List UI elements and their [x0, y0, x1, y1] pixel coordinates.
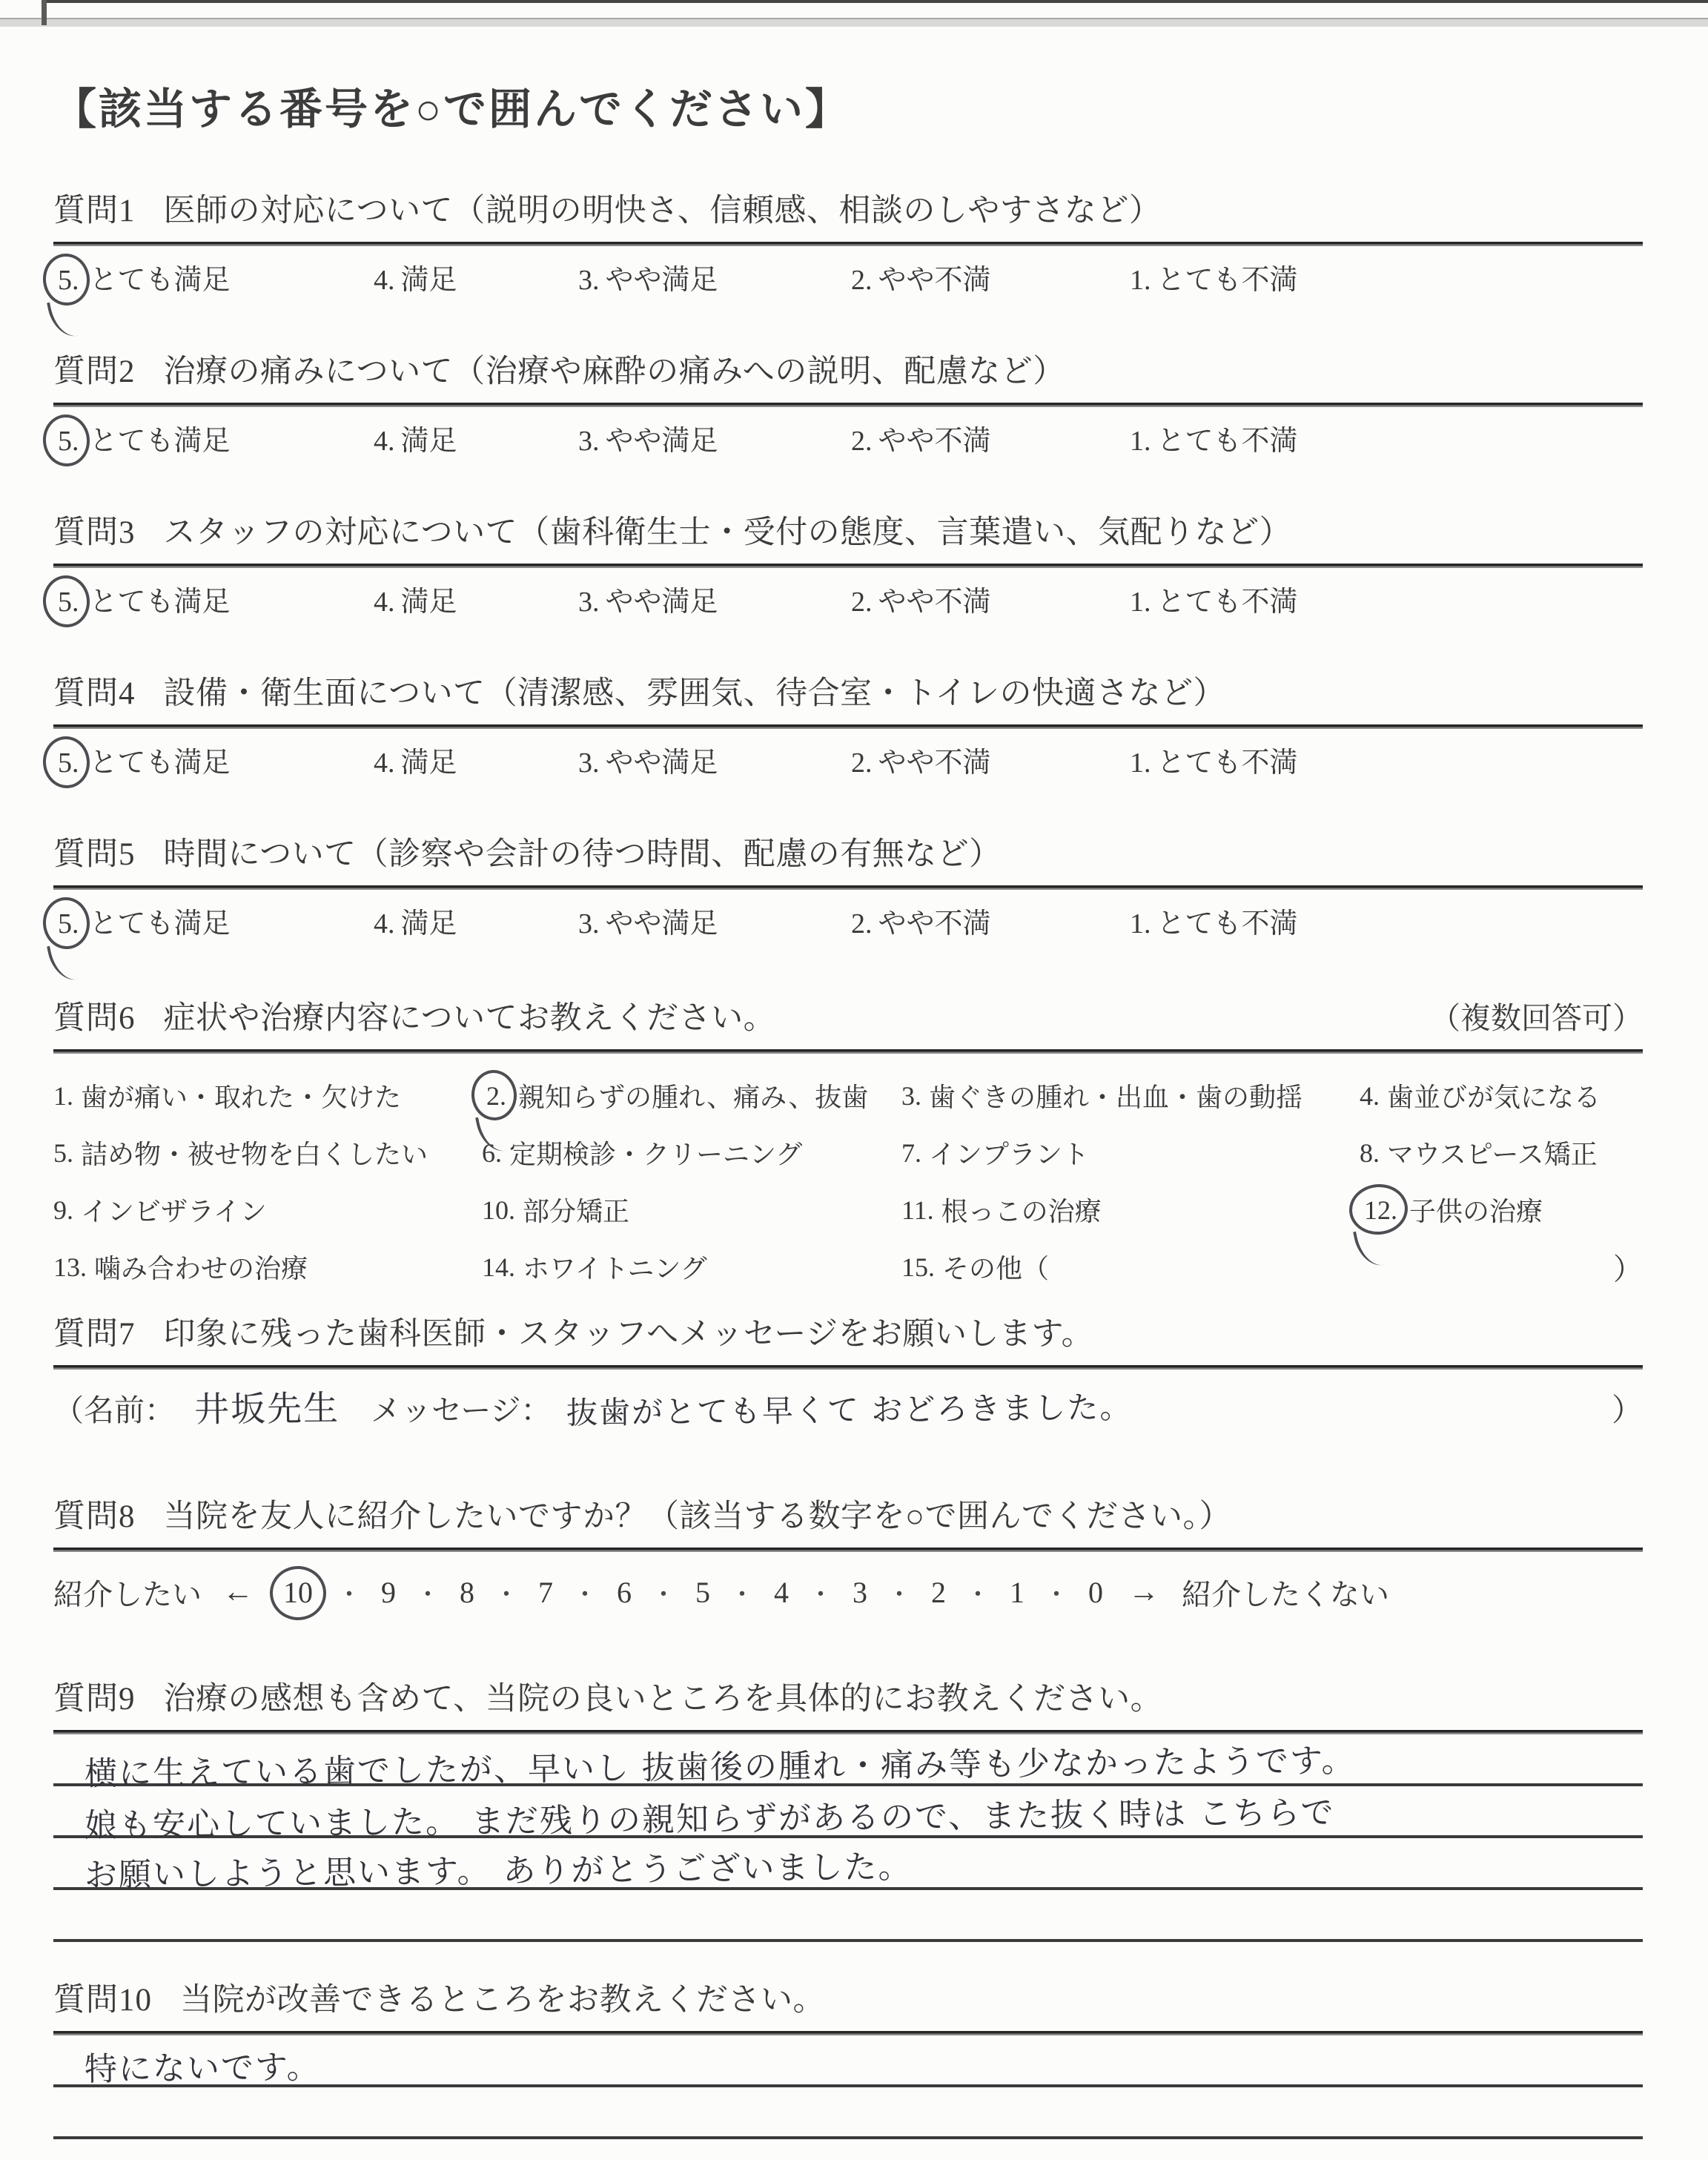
option-text: やや不満 — [878, 265, 991, 296]
question-10-block — [53, 1975, 1643, 2160]
question-10-title: 当院が改善できるところをお教えください。 — [180, 1983, 825, 2018]
scan-corner-artifact — [42, 0, 47, 25]
option-4 — [374, 417, 578, 458]
question-1-title: 医師の対応について（説明の明快さ、信頼感、相談のしやすさなど） — [163, 194, 1162, 228]
item-number: 15. — [901, 1252, 935, 1282]
question-8-header — [53, 1491, 1643, 1536]
item-number: 14. — [482, 1252, 515, 1282]
handwritten-circle-mark: 10 — [279, 1575, 317, 1610]
item-text: 根っこの治療 — [941, 1197, 1102, 1226]
question-6-header — [53, 993, 1643, 1038]
handwritten-circle-mark: 5. — [53, 425, 84, 458]
option-text: やや満足 — [605, 587, 718, 618]
question-5-header — [53, 829, 1643, 874]
scale-number-0: 0 — [1088, 1575, 1103, 1609]
option-text: やや満足 — [605, 426, 718, 457]
item-number: 7. — [901, 1137, 921, 1168]
question-1-block — [53, 185, 1643, 297]
item-text: 定期検診・クリーニング — [509, 1140, 803, 1169]
form-title: 【該当する番号を○で囲んでください】 — [53, 85, 851, 133]
item-text: 歯並びが気になる — [1387, 1083, 1601, 1112]
option-text: とても不満 — [1156, 747, 1298, 779]
option-number: 3. — [578, 265, 600, 296]
option-text: 満足 — [400, 908, 457, 939]
question-7-label: 質問7 — [53, 1317, 136, 1352]
handwritten-answer-line: 特にないです。 — [84, 2048, 321, 2089]
option-text: やや不満 — [878, 587, 991, 618]
dot-separator: ・ — [1044, 1581, 1069, 1609]
option-text: 満足 — [400, 265, 457, 296]
option-4 — [374, 739, 578, 780]
scale-number-8: 8 — [460, 1575, 474, 1609]
symptom-options-grid — [53, 1067, 1643, 1295]
question-2-title: 治療の痛みについて（治療や麻酔の痛みへの説明、配慮など） — [163, 354, 1065, 389]
item-text: 噛み合わせの治療 — [94, 1254, 308, 1284]
option-text: とても不満 — [1156, 265, 1298, 296]
option-number: 3. — [578, 426, 600, 457]
option-3 — [578, 257, 851, 297]
item-number: 5. — [53, 1137, 73, 1168]
option-text: やや満足 — [605, 908, 718, 939]
symptom-item-6 — [482, 1124, 901, 1181]
separator-line — [53, 1548, 1643, 1552]
separator-line — [53, 1049, 1643, 1054]
question-7-header — [53, 1309, 1643, 1354]
message-row — [53, 1381, 1643, 1445]
message-field-label: メッセージ： — [371, 1393, 552, 1427]
handwritten-circle-mark: 2. — [482, 1080, 511, 1112]
option-text: とても不満 — [1156, 908, 1298, 939]
symptom-item-9 — [53, 1181, 482, 1238]
question-3-label: 質問3 — [53, 515, 136, 550]
question-6-label: 質問6 — [53, 1001, 136, 1036]
question-3-options — [53, 578, 1643, 619]
symptom-item-1 — [53, 1067, 482, 1124]
symptom-item-5 — [53, 1124, 482, 1181]
dot-separator: ・ — [572, 1581, 598, 1609]
question-6-title: 症状や治療内容についてお教えください。 — [163, 1001, 776, 1036]
symptom-item-7 — [901, 1124, 1360, 1181]
option-text: とても満足 — [89, 908, 231, 939]
answer-line — [53, 1786, 1643, 1845]
separator-line — [53, 885, 1643, 890]
question-2-label: 質問2 — [53, 354, 136, 389]
question-6-block — [53, 993, 1643, 1295]
item-text: その他（ — [942, 1254, 1050, 1284]
option-number: 1. — [1130, 747, 1151, 779]
option-text: やや不満 — [878, 908, 991, 939]
option-2 — [851, 257, 1130, 297]
symptom-item-2 — [482, 1067, 901, 1124]
answer-line — [53, 1734, 1643, 1793]
symptom-item-15 — [901, 1238, 1360, 1295]
answer-line — [53, 2087, 1643, 2139]
close-paren: ） — [1611, 1394, 1643, 1428]
option-text: とても不満 — [1156, 587, 1298, 618]
item-number: 6. — [482, 1137, 502, 1168]
option-4 — [374, 578, 578, 619]
option-1 — [1130, 900, 1298, 941]
dot-separator: ・ — [494, 1581, 519, 1609]
option-3 — [578, 900, 851, 941]
symptom-item-3 — [901, 1067, 1360, 1124]
question-1-header — [53, 185, 1643, 231]
question-9-title: 治療の感想も含めて、当院の良いところを具体的にお教えください。 — [163, 1682, 1163, 1717]
dot-separator: ・ — [808, 1581, 833, 1609]
option-5 — [53, 257, 374, 297]
question-4-header — [53, 668, 1643, 713]
option-4 — [374, 257, 578, 297]
option-text: やや不満 — [878, 747, 991, 779]
symptom-item-10 — [482, 1181, 901, 1238]
scan-edge-artifact — [43, 0, 1708, 3]
item-text: 詰め物・被せ物を白くしたい — [81, 1140, 428, 1169]
option-5 — [53, 900, 374, 941]
scale-number-6: 6 — [617, 1575, 632, 1609]
question-5-label: 質問5 — [53, 837, 136, 872]
handwritten-name: 井坂先生 — [193, 1387, 340, 1431]
question-10-label: 質問10 — [53, 1983, 152, 2018]
handwritten-circle-mark: 5. — [53, 264, 84, 297]
option-text: とても不満 — [1156, 426, 1298, 457]
option-number: 3. — [578, 747, 600, 779]
question-4-block — [53, 668, 1643, 780]
question-4-label: 質問4 — [53, 676, 136, 711]
option-1 — [1130, 578, 1298, 619]
question-7-title: 印象に残った歯科医師・スタッフへメッセージをお願いします。 — [163, 1317, 1094, 1352]
symptom-item-14 — [482, 1238, 901, 1295]
option-text: 満足 — [400, 747, 457, 779]
symptom-item-4 — [1360, 1067, 1643, 1124]
question-9-block — [53, 1674, 1643, 1942]
separator-line — [53, 403, 1643, 407]
scale-number-7: 7 — [538, 1575, 553, 1609]
option-2 — [851, 578, 1130, 619]
option-number: 4. — [374, 908, 395, 939]
option-5 — [53, 739, 374, 780]
option-number: 1. — [1130, 908, 1151, 939]
recommend-scale-row — [53, 1565, 1643, 1619]
question-9-header — [53, 1674, 1643, 1719]
handwritten-circle-mark: 5. — [53, 747, 84, 779]
scan-band-artifact — [0, 18, 1708, 27]
item-text: 親知らずの腫れ、痛み、抜歯 — [518, 1083, 869, 1112]
separator-line — [53, 564, 1643, 568]
question-8-block — [53, 1491, 1643, 1619]
item-number: 1. — [53, 1080, 73, 1111]
question-8-title: 当院を友人に紹介したいですか？（該当する数字を○で囲んでください。） — [163, 1499, 1231, 1534]
left-arrow: ← — [222, 1575, 254, 1609]
separator-line — [53, 1365, 1643, 1370]
handwritten-message: 抜歯がとても早くて おどろきました。 — [566, 1389, 1133, 1431]
other-close-paren: ） — [1613, 1252, 1643, 1286]
option-text: とても満足 — [89, 747, 231, 779]
option-text: やや満足 — [605, 265, 718, 296]
question-10-header — [53, 1975, 1643, 2020]
question-5-title: 時間について（診察や会計の待つ時間、配慮の有無など） — [163, 837, 1002, 872]
item-text: インプラント — [929, 1140, 1090, 1169]
option-number: 2. — [851, 587, 873, 618]
option-5 — [53, 417, 374, 458]
symptom-item-13 — [53, 1238, 482, 1295]
item-text: 子供の治療 — [1409, 1197, 1543, 1226]
question-5-options — [53, 900, 1643, 941]
dot-separator: ・ — [651, 1581, 676, 1609]
option-1 — [1130, 257, 1298, 297]
question-9-label: 質問9 — [53, 1682, 136, 1717]
handwritten-answer-line: 娘も安心していました。 まだ残りの親知らずがあるので、また抜く時は こちらで — [84, 1794, 1335, 1845]
question-7-block — [53, 1309, 1643, 1445]
handwritten-circle-mark: 5. — [53, 908, 84, 940]
option-number: 2. — [851, 747, 873, 779]
question-4-options — [53, 739, 1643, 780]
answer-line — [53, 2035, 1643, 2087]
item-number: 10. — [482, 1195, 515, 1225]
scale-number-4: 4 — [774, 1575, 789, 1609]
option-text: 満足 — [400, 426, 457, 457]
option-text: とても満足 — [89, 265, 231, 296]
question-3-header — [53, 507, 1643, 552]
option-4 — [374, 900, 578, 941]
handwritten-answer-line: お願いしようと思います。 ありがとうございました。 — [84, 1848, 913, 1895]
question-8-label: 質問8 — [53, 1499, 136, 1534]
option-number: 4. — [374, 426, 395, 457]
option-number: 1. — [1130, 587, 1151, 618]
option-5 — [53, 578, 374, 619]
scale-number-1: 1 — [1010, 1575, 1025, 1609]
dot-separator: ・ — [887, 1581, 912, 1609]
option-3 — [578, 417, 851, 458]
option-number: 3. — [578, 908, 600, 939]
item-number: 9. — [53, 1195, 73, 1225]
symptom-item-11 — [901, 1181, 1360, 1238]
question-3-block — [53, 507, 1643, 619]
item-text: 歯が痛い・取れた・欠けた — [81, 1083, 402, 1112]
answer-line — [53, 1838, 1643, 1895]
option-number: 4. — [374, 587, 395, 618]
question-5-block — [53, 829, 1643, 941]
handwritten-circle-mark: 12. — [1360, 1195, 1402, 1226]
option-3 — [578, 578, 851, 619]
option-1 — [1130, 739, 1298, 780]
option-text: やや満足 — [605, 747, 718, 779]
answer-line — [53, 2139, 1643, 2160]
answer-line — [53, 1890, 1643, 1942]
option-number: 2. — [851, 265, 873, 296]
item-number: 13. — [53, 1252, 87, 1282]
option-number: 1. — [1130, 265, 1151, 296]
item-number: 4. — [1360, 1080, 1380, 1111]
separator-line — [53, 242, 1643, 246]
scale-left-label: 紹介したい — [53, 1577, 202, 1611]
multiple-answers-note: （複数回答可） — [1430, 1001, 1643, 1035]
symptom-item-8 — [1360, 1124, 1643, 1181]
option-number: 4. — [374, 265, 395, 296]
item-number: 3. — [901, 1080, 921, 1111]
question-2-options — [53, 417, 1643, 458]
option-text: とても満足 — [89, 426, 231, 457]
scale-right-label: 紹介したくない — [1182, 1577, 1389, 1611]
dot-separator: ・ — [729, 1581, 755, 1609]
question-1-options — [53, 257, 1643, 297]
option-text: やや不満 — [878, 426, 991, 457]
name-field-label: （名前： — [53, 1393, 175, 1427]
dot-separator: ・ — [965, 1581, 990, 1609]
option-2 — [851, 739, 1130, 780]
question-4-title: 設備・衛生面について（清潔感、雰囲気、待合室・トイレの快適さなど） — [163, 676, 1225, 711]
dot-separator: ・ — [415, 1581, 440, 1609]
question-3-title: スタッフの対応について（歯科衛生士・受付の態度、言葉遣い、気配りなど） — [163, 515, 1292, 550]
handwritten-circle-mark: 5. — [53, 586, 84, 618]
item-number: 11. — [901, 1195, 934, 1225]
question-2-block — [53, 346, 1643, 458]
option-number: 3. — [578, 587, 600, 618]
scale-number-5: 5 — [695, 1575, 710, 1609]
option-number: 2. — [851, 426, 873, 457]
handwritten-answer-line: 横に生えている歯でしたが、早いし 抜歯後の腫れ・痛み等も少なかったようです。 — [84, 1742, 1356, 1793]
dot-separator: ・ — [337, 1581, 362, 1609]
scale-number-9: 9 — [381, 1575, 396, 1609]
option-text: 満足 — [400, 587, 457, 618]
option-1 — [1130, 417, 1298, 458]
right-arrow: → — [1128, 1575, 1159, 1609]
symptom-item-12 — [1360, 1181, 1643, 1238]
item-text: 部分矯正 — [523, 1197, 630, 1226]
option-3 — [578, 739, 851, 780]
option-text: とても満足 — [89, 587, 231, 618]
item-text: ホワイトニング — [523, 1254, 707, 1284]
item-text: インビザライン — [81, 1197, 267, 1226]
option-number: 1. — [1130, 426, 1151, 457]
option-number: 2. — [851, 908, 873, 939]
scale-number-3: 3 — [853, 1575, 867, 1609]
item-text: 歯ぐきの腫れ・出血・歯の動揺 — [929, 1083, 1303, 1112]
option-2 — [851, 900, 1130, 941]
question-2-header — [53, 346, 1643, 392]
option-number: 4. — [374, 747, 395, 779]
scale-number-2: 2 — [931, 1575, 946, 1609]
question-1-label: 質問1 — [53, 194, 136, 228]
item-number: 8. — [1360, 1137, 1380, 1168]
item-text: マウスピース矯正 — [1387, 1140, 1598, 1169]
option-2 — [851, 417, 1130, 458]
separator-line — [53, 724, 1643, 729]
